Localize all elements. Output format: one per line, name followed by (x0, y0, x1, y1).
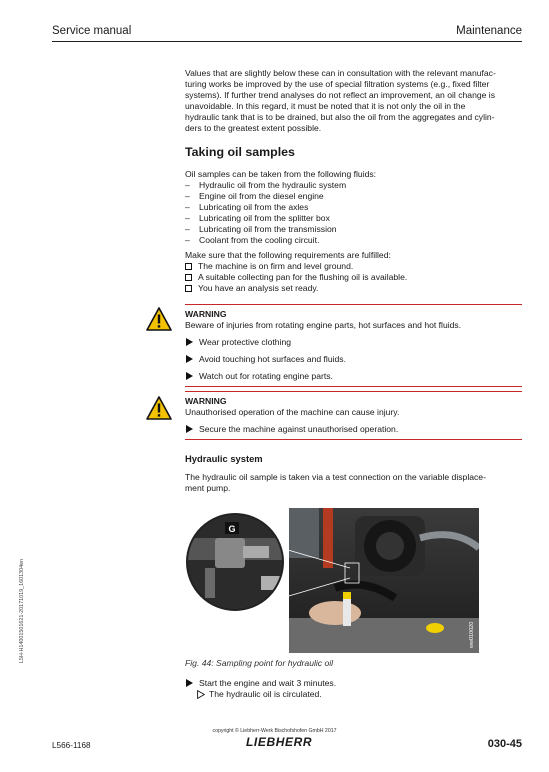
intro-line: Values that are slightly below these can in consultation with the relevant manufac- (185, 68, 496, 78)
checklist-item: The machine is on firm and level ground. (185, 261, 522, 272)
header-title: Service manual (52, 25, 132, 37)
warning-action: Avoid touching hot surfaces and fluids. (185, 354, 522, 365)
warning-text: Unauthorised operation of the machine can cause injury. (185, 407, 400, 417)
warning-text: Beware of injuries from rotating engine parts, hot surfaces and hot fluids. (185, 320, 462, 330)
intro-line: turing works be improved by the use of special filtration systems (e.g., fixed filter (185, 79, 490, 89)
warning-triangle-icon (146, 307, 172, 331)
fluids-list (185, 180, 522, 246)
liebherr-logo: LIEBHERR (246, 735, 313, 749)
intro-line: systems). If further trend analyses do not reflect an improvement, an oil change is (185, 90, 496, 100)
figure-caption: Fig. 44: Sampling point for hydraulic oil (185, 658, 334, 668)
list-item: – Coolant from the cooling circuit. (185, 235, 320, 245)
intro-line: ders to the greatest extent possible. (185, 123, 322, 133)
copyright-notice: copyright © Liebherr-Werk Bischofshofen GmbH 2017 (212, 728, 337, 734)
warning-action: Secure the machine against unauthorised operation. (185, 424, 522, 435)
warning-rule-top (185, 304, 522, 305)
intro-line: hydraulic tank that is to be drained, but also the oil from the aggregates and cylin- (185, 112, 495, 122)
document-code-text: L5H-H14001501621-20171019_1601304en (19, 558, 25, 664)
warning-title: WARNING (185, 309, 227, 319)
action-step: Start the engine and wait 3 minutes. (185, 678, 505, 689)
result-arrow-icon (197, 690, 205, 699)
section-title: Taking oil samples (185, 145, 295, 159)
checkbox-icon (185, 274, 192, 281)
side-document-code (17, 556, 27, 666)
hydraulic-sampling-photo (185, 508, 479, 653)
page-number: 030-45 (487, 738, 522, 750)
requirements-block (185, 250, 522, 294)
checkbox-icon (185, 263, 192, 270)
intro-line: unavoidable. In this regard, it must be noted that it is not only the oil in the (185, 101, 466, 111)
list-item: – Engine oil from the diesel engine (185, 191, 324, 201)
arrow-right-icon (186, 355, 193, 363)
header-section: Maintenance (456, 25, 522, 37)
warning-action: Watch out for rotating engine parts. (185, 371, 522, 382)
intro-paragraph (185, 68, 522, 134)
arrow-right-icon (186, 372, 193, 380)
list-item: – Lubricating oil from the splitter box (185, 213, 330, 223)
requirements-list (185, 261, 522, 294)
procedure-steps (185, 678, 505, 700)
checkbox-icon (185, 285, 192, 292)
warning-rule-top (185, 391, 522, 392)
warning-box-1 (185, 304, 522, 387)
warning-action: Wear protective clothing (185, 337, 522, 348)
warning-triangle-icon (146, 396, 172, 420)
result-step: The hydraulic oil is circulated. (185, 689, 505, 700)
arrow-right-icon (186, 338, 193, 346)
footer-model: L566-1168 (52, 741, 91, 750)
list-item: – Lubricating oil from the axles (185, 202, 309, 212)
page-header (52, 24, 522, 42)
warning-box-2 (185, 391, 522, 440)
list-item: – Lubricating oil from the transmission (185, 224, 337, 234)
hydraulic-paragraph: The hydraulic oil sample is taken via a test connection on the variable displace- ment pump. (185, 472, 486, 493)
requirements-lead: Make sure that the following requirements are fulfilled: (185, 250, 391, 260)
checklist-item: You have an analysis set ready. (185, 283, 522, 294)
list-item: – Hydraulic oil from the hydraulic system (185, 180, 347, 190)
inset-label: G (228, 524, 236, 534)
checklist-item: A suitable collecting pan for the flushing oil is available. (185, 272, 522, 283)
arrow-right-icon (186, 425, 193, 433)
image-code: ww010020 (469, 621, 475, 648)
fluids-lead: Oil samples can be taken from the following fluids: (185, 169, 377, 179)
arrow-right-icon (186, 679, 193, 687)
warning-rule-bottom (185, 439, 522, 440)
fluids-block (185, 169, 522, 246)
warning-rule-bottom (185, 386, 522, 387)
subsection-title: Hydraulic system (185, 453, 263, 464)
warning-title: WARNING (185, 396, 227, 406)
